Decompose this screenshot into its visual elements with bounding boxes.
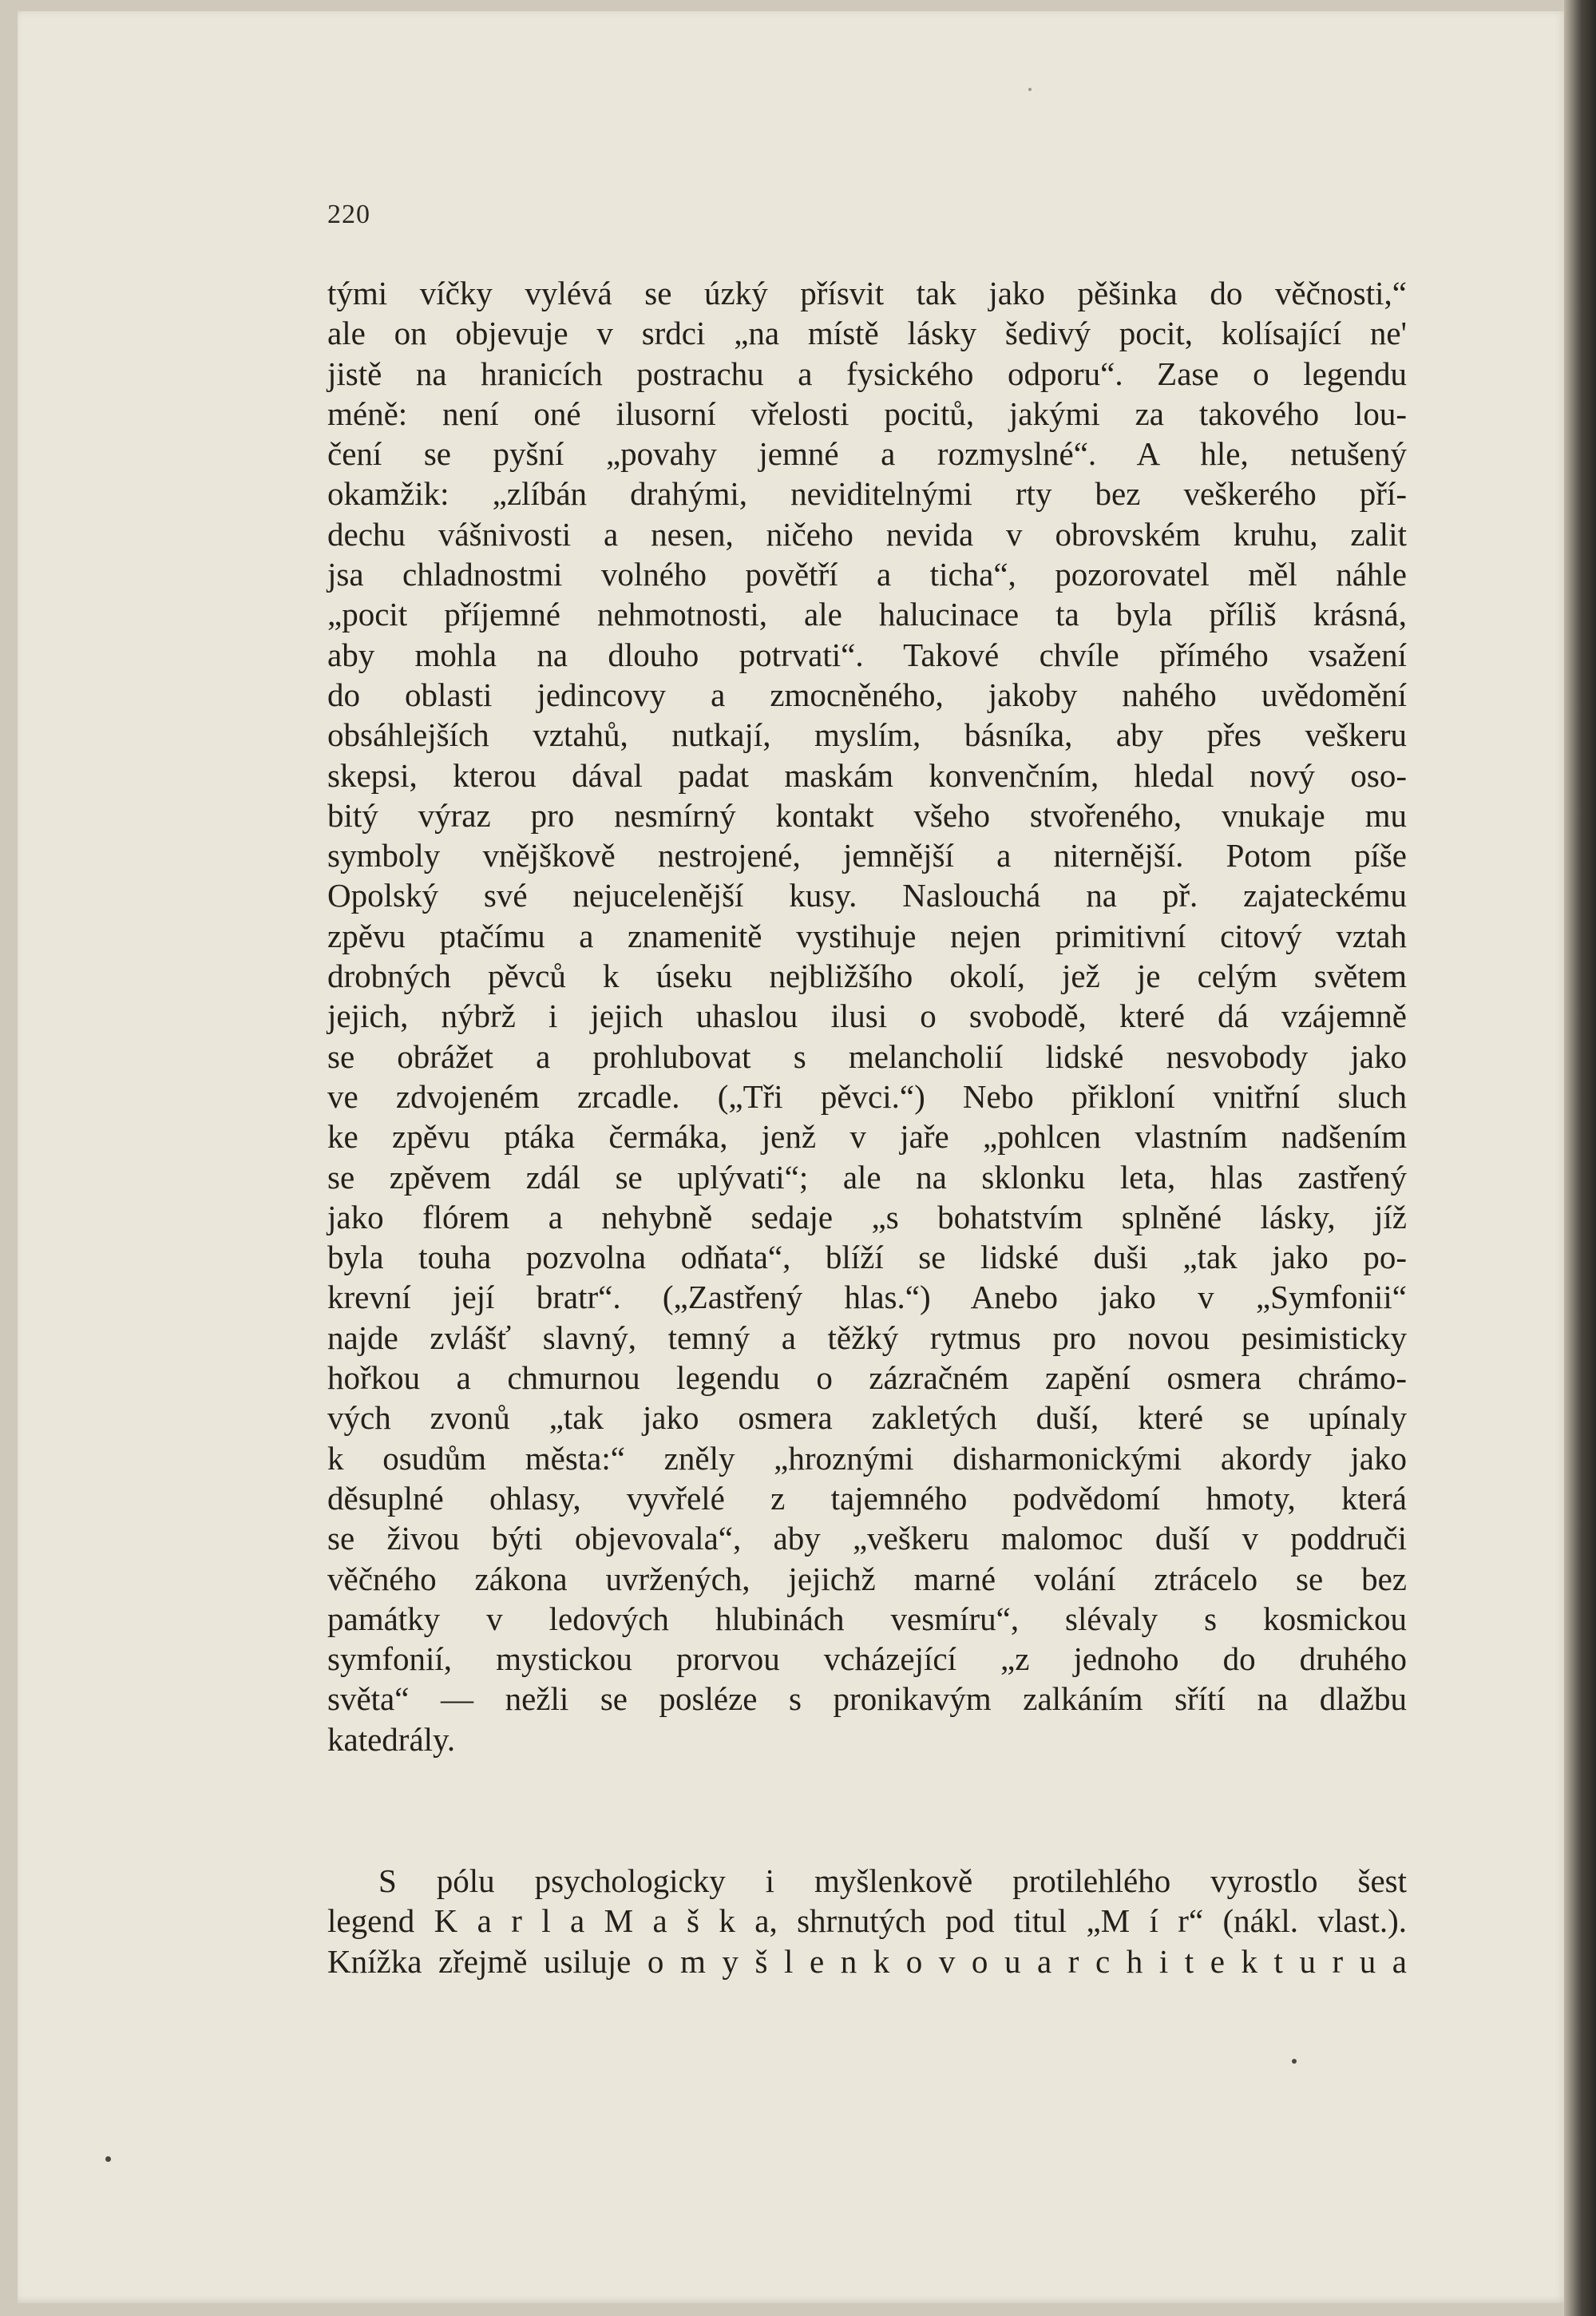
- text-line: čení se pyšní „povahy jemné a rozmyslné“. A hle, netušený: [327, 435, 1407, 473]
- text-line: vých zvonů „tak jako osmera zakletých duší, které se upínaly: [327, 1399, 1407, 1437]
- text-line: do oblasti jedincovy a zmocněného, jakoby nahého uvědomění: [327, 676, 1407, 713]
- book-spine-shadow: [1564, 0, 1596, 2316]
- text-line: ke zpěvu ptáka čermáka, jenž v jaře „pohlcen vlastním nadšením: [327, 1118, 1407, 1156]
- text-line: jsa chladnostmi volného povětří a ticha“, pozorovatel měl náhle: [327, 556, 1407, 593]
- text-line: byla touha pozvolna odňata“, blíží se lidské duši „tak jako po-: [327, 1239, 1407, 1276]
- text-line: děsuplné ohlasy, vyvřelé z tajemného podvědomí hmoty, která: [327, 1479, 1407, 1517]
- text-line: bitý výraz pro nesmírný kontakt všeho stvořeného, vnukaje mu: [327, 796, 1407, 834]
- text-line: katedrály.: [327, 1720, 456, 1758]
- text-line: najde zvlášť slavný, temný a těžký rytmus pro novou pesimisticky: [327, 1319, 1407, 1356]
- text-line: se obrážet a prohlubovat s melancholií lidské nesvobody jako: [327, 1037, 1407, 1075]
- text-line: světa“ — nežli se posléze s pronikavým zalkáním sřítí na dlažbu: [327, 1680, 1407, 1718]
- page-number: 220: [327, 200, 370, 229]
- text-line: drobných pěvců k úseku nejbližšího okolí, jež je celým světem: [327, 958, 1407, 995]
- text-line: legend K a r l a M a š k a, shrnutých pod titul „M í r“ (nákl. vlast.).: [327, 1902, 1407, 1940]
- text-line: S pólu psychologicky i myšlenkově protilehlého vyrostlo šest: [378, 1862, 1407, 1899]
- text-line: aby mohla na dlouho potrvati“. Takové chvíle přímého vsažení: [327, 636, 1407, 673]
- text-line: symboly vnějškově nestrojené, jemnější a niternější. Potom píše: [327, 837, 1407, 874]
- text-line: méně: není oné ilusorní vřelosti pocitů, jakými za takového lou-: [327, 395, 1407, 432]
- text-line: se zpěvem zdál se uplývati“; ale na sklonku leta, hlas zastřený: [327, 1158, 1407, 1196]
- ink-speck: [1028, 88, 1032, 91]
- text-line: jejich, nýbrž i jejich uhaslou ilusi o svobodě, které dá vzájemně: [327, 997, 1407, 1035]
- ink-speck: [1292, 2059, 1297, 2064]
- text-line: Knížka zřejmě usiluje o m y š l e n k o v o u a r c h i t e k t u r u a: [327, 1942, 1407, 1980]
- text-line: tými víčky vylévá se úzký přísvit tak jako pěšinka do věčnosti,“: [327, 275, 1407, 311]
- text-line: ale on objevuje v srdci „na místě lásky šedivý pocit, kolísající ne': [327, 315, 1407, 352]
- text-line: dechu vášnivosti a nesen, ničeho nevida v obrovském kruhu, zalit: [327, 515, 1407, 553]
- text-line: ve zdvojeném zrcadle. („Tři pěvci.“) Nebo přikloní vnitřní sluch: [327, 1077, 1407, 1115]
- text-line: se živou býti objevovala“, aby „veškeru malomoc duší v poddruči: [327, 1520, 1407, 1557]
- text-line: památky v ledových hlubinách vesmíru“, slévaly s kosmickou: [327, 1600, 1407, 1637]
- text-line: okamžik: „zlíbán drahými, neviditelnými rty bez veškerého pří-: [327, 475, 1407, 513]
- text-line: obsáhlejších vztahů, nutkají, myslím, básníka, aby přes veškeru: [327, 716, 1407, 754]
- paragraph-1: [327, 273, 1407, 1759]
- text-line: Opolský své nejucelenější kusy. Naslouchá na př. zajateckému: [327, 877, 1407, 914]
- text-line: věčného zákona uvržených, jejichž marné volání ztrácelo se bez: [327, 1560, 1407, 1597]
- text-line: „pocit příjemné nehmotnosti, ale halucinace ta byla příliš krásná,: [327, 596, 1407, 633]
- paragraph-2: [327, 1861, 1407, 1981]
- text-line: symfonií, mystickou prorvou vcházející „z jednoho do druhého: [327, 1640, 1407, 1678]
- ink-speck: [105, 2156, 111, 2162]
- text-line: skepsi, kterou dával padat maskám konvenčním, hledal nový oso-: [327, 756, 1407, 794]
- text-line: zpěvu ptačímu a znamenitě vystihuje nejen primitivní citový vztah: [327, 917, 1407, 954]
- text-line: k osudům města:“ zněly „hroznými disharmonickými akordy jako: [327, 1439, 1407, 1477]
- text-line: jako flórem a nehybně sedaje „s bohatstvím splněné lásky, jíž: [327, 1198, 1407, 1235]
- text-line: hořkou a chmurnou legendu o zázračném zapění osmera chrámo-: [327, 1359, 1407, 1397]
- text-line: jistě na hranicích postrachu a fysického odporu“. Zase o legendu: [327, 355, 1407, 392]
- text-line: krevní její bratr“. („Zastřený hlas.“) Anebo jako v „Symfonii“: [327, 1279, 1407, 1316]
